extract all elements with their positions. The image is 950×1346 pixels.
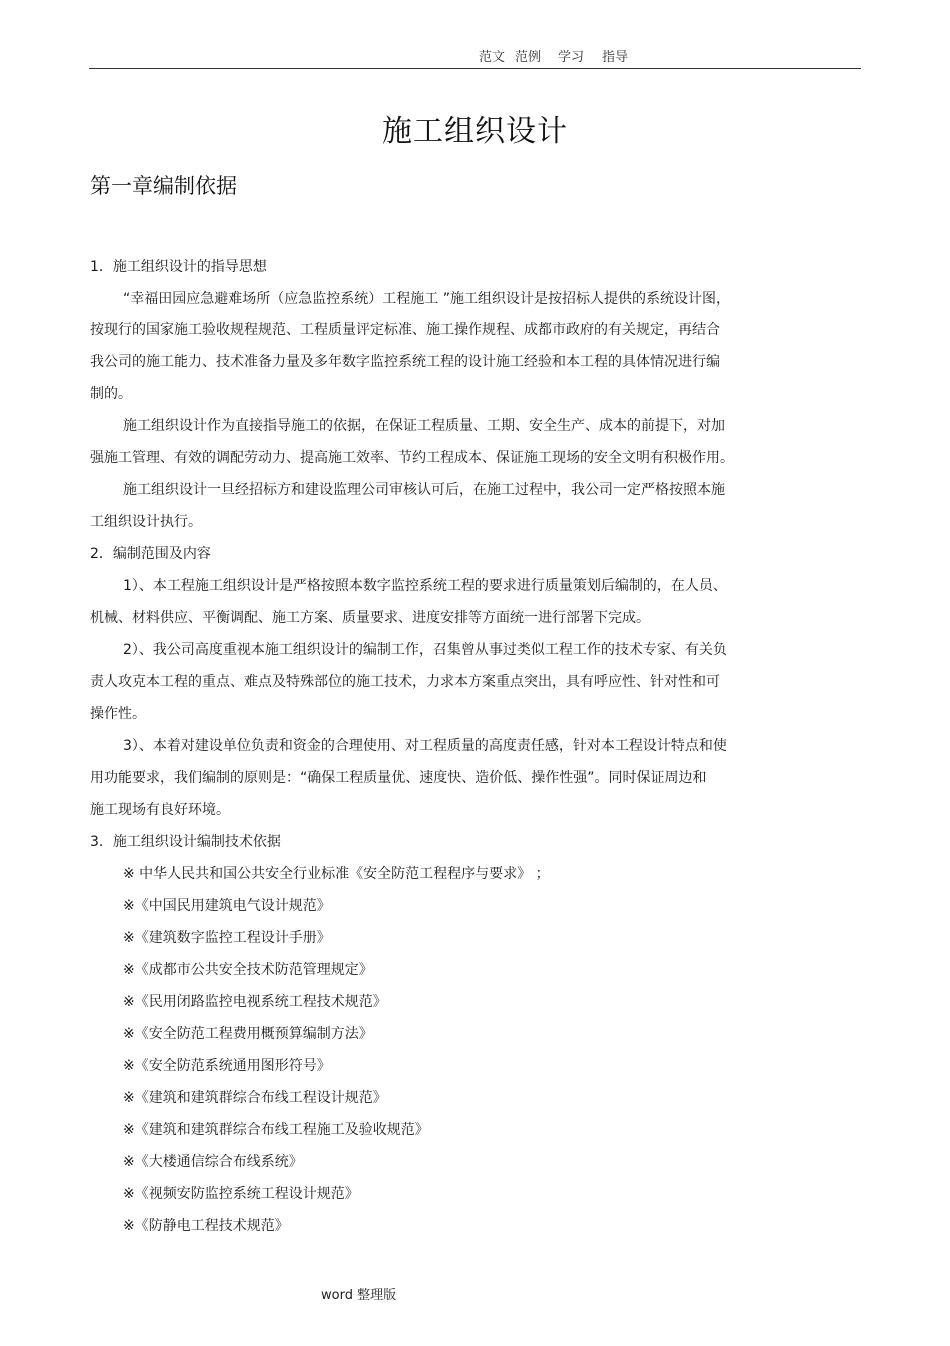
- reference-item: ※《安全防范工程费用概预算编制方法》: [123, 1026, 373, 1042]
- paragraph-line: 2）、我公司高度重视本施工组织设计的编制工作，召集曾从事过类似工程工作的技术专家、有关负: [123, 642, 727, 658]
- chapter-heading: 第一章编制依据: [90, 174, 237, 198]
- paragraph-line: 责人攻克本工程的重点、难点及特殊部位的施工技术，力求本方案重点突出，具有呼应性、针对性和可: [90, 674, 720, 690]
- header-item: 范文: [479, 50, 506, 65]
- paragraph-line: 强施工管理、有效的调配劳动力、提高施工效率、节约工程成本、保证施工现场的安全文明有积极作用。: [90, 450, 734, 466]
- reference-item: ※《中国民用建筑电气设计规范》: [123, 898, 331, 914]
- reference-item: ※《成都市公共安全技术防范管理规定》: [123, 962, 373, 978]
- page-footer: word 整理版: [321, 1288, 397, 1303]
- paragraph-line: 1）、本工程施工组织设计是严格按照本数字监控系统工程的要求进行质量策划后编制的，在人员、: [123, 578, 727, 594]
- section-heading: 3．施工组织设计编制技术依据: [90, 834, 281, 850]
- document-title: 施工组织设计: [382, 114, 568, 149]
- paragraph-line: 我公司的施工能力、技术准备力量及多年数字监控系统工程的设计施工经验和本工程的具体情况进行编: [90, 354, 720, 370]
- reference-item: ※《建筑和建筑群综合布线工程施工及验收规范》: [123, 1122, 429, 1138]
- paragraph-line: 用功能要求，我们编制的原则是：“确保工程质量优、速度快、造价低、操作性强”。同时保证周边和: [90, 770, 707, 786]
- paragraph-line: 施工组织设计一旦经招标方和建设监理公司审核认可后，在施工过程中，我公司一定严格按照本施: [123, 482, 725, 498]
- reference-item: ※《安全防范系统通用图形符号》: [123, 1058, 331, 1074]
- reference-item: ※《防静电工程技术规范》: [123, 1218, 289, 1234]
- paragraph-line: 机械、材料供应、平衡调配、施工方案、质量要求、进度安排等方面统一进行部署下完成。: [90, 610, 650, 626]
- paragraph-line: 施工现场有良好环境。: [90, 802, 230, 818]
- reference-item: ※《建筑和建筑群综合布线工程设计规范》: [123, 1090, 387, 1106]
- paragraph-line: 按现行的国家施工验收规程规范、工程质量评定标准、施工操作规程、成都市政府的有关规定，再结合: [90, 322, 720, 338]
- header-item: 学习: [558, 50, 585, 65]
- paragraph-line: 操作性。: [90, 706, 146, 722]
- header-item: 指导: [602, 50, 629, 65]
- reference-item: ※《民用闭路监控电视系统工程技术规范》: [123, 994, 387, 1010]
- page-header: [0, 46, 950, 66]
- paragraph-line: 施工组织设计作为直接指导施工的依据，在保证工程质量、工期、安全生产、成本的前提下，对加: [123, 418, 725, 434]
- section-heading: 1．施工组织设计的指导思想: [90, 259, 267, 275]
- reference-item: ※《大楼通信综合布线系统》: [123, 1154, 303, 1170]
- paragraph-line: 3）、本着对建设单位负责和资金的合理使用、对工程质量的高度责任感，针对本工程设计特点和使: [123, 738, 727, 754]
- paragraph-line: 工组织设计执行。: [90, 514, 202, 530]
- paragraph-line: “幸福田园应急避难场所（应急监控系统）工程施工 ”施工组织设计是按招标人提供的系统设计图，: [123, 291, 730, 307]
- reference-item: ※ 中华人民共和国公共安全行业标准《安全防范工程程序与要求》 ；: [123, 866, 550, 882]
- paragraph-line: 制的。: [90, 386, 132, 402]
- section-heading: 2．编制范围及内容: [90, 546, 211, 562]
- reference-item: ※《建筑数字监控工程设计手册》: [123, 930, 331, 946]
- header-divider: [89, 68, 861, 69]
- header-item: 范例: [515, 50, 542, 65]
- reference-item: ※《视频安防监控系统工程设计规范》: [123, 1186, 359, 1202]
